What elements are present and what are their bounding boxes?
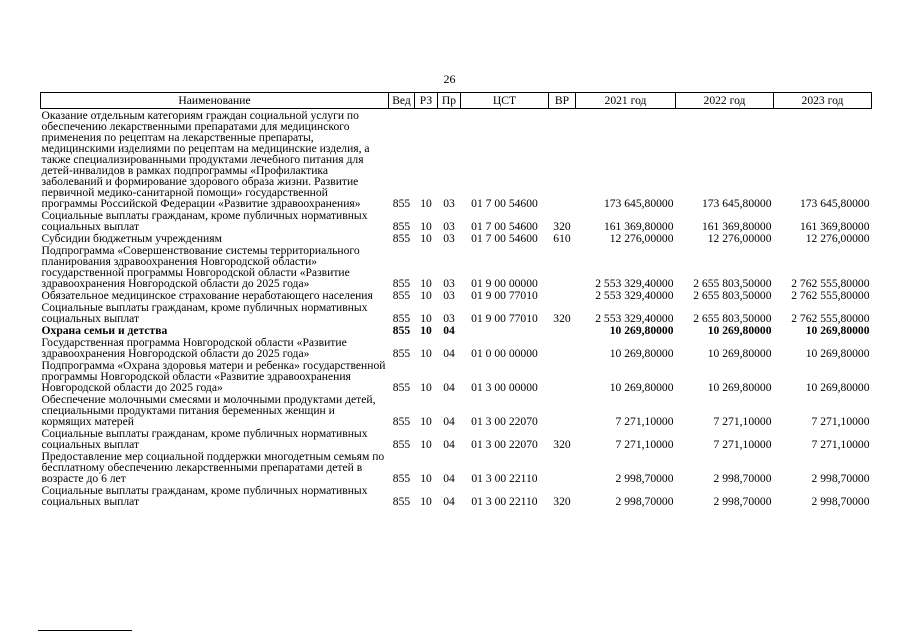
cell-2021: 2 553 329,40000 <box>595 289 674 302</box>
cell-vr <box>549 324 576 336</box>
cell-vr <box>549 336 576 359</box>
cell-2021: 10 269,80000 <box>609 381 674 394</box>
cell-pr: 03 <box>443 289 455 302</box>
header-2023: 2023 год <box>774 93 872 109</box>
cell-2022: 161 369,80000 <box>701 220 772 233</box>
header-cst: ЦСТ <box>461 93 549 109</box>
cell-rz: 10 <box>420 277 432 290</box>
cell-2023: 2 762 555,80000 <box>791 289 870 302</box>
cell-ved: 855 <box>392 381 411 394</box>
cell-cst: 01 9 00 77010 <box>471 289 538 302</box>
cell-pr: 03 <box>443 312 455 325</box>
cell-rz: 10 <box>420 381 432 394</box>
cell-ved: 855 <box>392 220 411 233</box>
cell-ved: 855 <box>392 289 411 302</box>
cell-2023: 12 276,00000 <box>805 232 870 245</box>
cell-rz: 10 <box>420 415 432 428</box>
cell-name: Обязательное медицинское страхование неработающего населения <box>41 289 373 302</box>
cell-2021: 12 276,00000 <box>609 232 674 245</box>
cell-name: Обеспечение молочными смесями и молочными продуктами детей, специальными продуктами питания беременных женщин и кормящих матерей <box>41 393 376 428</box>
cell-2022: 2 998,70000 <box>713 472 772 485</box>
cell-cst: 01 7 00 54600 <box>471 232 538 245</box>
cell-2023: 161 369,80000 <box>799 220 870 233</box>
table-row <box>41 209 872 232</box>
cell-ved: 855 <box>392 324 411 337</box>
header-pr: Пр <box>438 93 461 109</box>
table-row <box>41 359 872 393</box>
cell-vr <box>549 244 576 289</box>
footnote-divider <box>38 630 132 631</box>
cell-pr: 04 <box>443 347 455 360</box>
cell-pr: 04 <box>443 495 455 508</box>
cell-name: Подпрограмма «Охрана здоровья матери и ребенка» государственной программы Новгородской области «Развитие здравоохранения Новгородской области до 2025 года» <box>41 359 386 394</box>
cell-vr: 320 <box>553 220 571 233</box>
cell-2023: 10 269,80000 <box>805 324 870 337</box>
cell-rz: 10 <box>420 220 432 233</box>
cell-2023: 10 269,80000 <box>805 381 870 394</box>
cell-cst: 01 3 00 00000 <box>471 381 538 394</box>
cell-cst: 01 0 00 00000 <box>471 347 538 360</box>
cell-name: Субсидии бюджетным учреждениям <box>41 232 222 245</box>
cell-ved: 855 <box>392 415 411 428</box>
cell-pr: 03 <box>443 220 455 233</box>
cell-2023: 2 762 555,80000 <box>791 312 870 325</box>
cell-rz: 10 <box>420 438 432 451</box>
header-2022: 2022 год <box>676 93 774 109</box>
cell-name: Предоставление мер социальной поддержки многодетным семьям по бесплатному обеспечению лекарственными препаратами детей в возрасте до 6 лет <box>41 450 385 485</box>
header-rz: РЗ <box>415 93 438 109</box>
cell-2022: 2 655 803,50000 <box>693 277 772 290</box>
table-row <box>41 244 872 289</box>
cell-2021: 2 998,70000 <box>615 472 674 485</box>
cell-vr: 320 <box>553 495 571 508</box>
cell-rz: 10 <box>420 312 432 325</box>
cell-rz: 10 <box>420 289 432 302</box>
cell-ved: 855 <box>392 197 411 210</box>
header-name: Наименование <box>41 93 389 109</box>
table-row <box>41 427 872 450</box>
table-row <box>41 336 872 359</box>
cell-ved: 855 <box>392 438 411 451</box>
table-row <box>41 301 872 324</box>
cell-2022: 12 276,00000 <box>707 232 772 245</box>
cell-name: Социальные выплаты гражданам, кроме публичных нормативных социальных выплат <box>41 484 368 508</box>
cell-rz: 10 <box>420 472 432 485</box>
cell-2022: 2 998,70000 <box>713 495 772 508</box>
cell-pr: 04 <box>443 472 455 485</box>
cell-vr <box>549 393 576 427</box>
cell-2021: 10 269,80000 <box>609 347 674 360</box>
cell-pr: 03 <box>443 232 455 245</box>
cell-2021: 173 645,80000 <box>603 197 674 210</box>
cell-vr: 320 <box>553 438 571 451</box>
cell-2023: 2 998,70000 <box>811 495 870 508</box>
cell-2023: 7 271,10000 <box>811 438 870 451</box>
cell-vr: 610 <box>553 232 571 245</box>
cell-cst: 01 3 00 22070 <box>471 438 538 451</box>
cell-cst: 01 7 00 54600 <box>471 197 538 210</box>
cell-ved: 855 <box>392 312 411 325</box>
cell-2023: 2 998,70000 <box>811 472 870 485</box>
cell-2021: 2 998,70000 <box>615 495 674 508</box>
cell-rz: 10 <box>420 232 432 245</box>
cell-rz: 10 <box>420 347 432 360</box>
cell-pr: 04 <box>443 381 455 394</box>
cell-pr: 03 <box>443 277 455 290</box>
cell-ved: 855 <box>392 277 411 290</box>
cell-2022: 173 645,80000 <box>701 197 772 210</box>
table-header-row <box>41 93 872 109</box>
table-row <box>41 484 872 507</box>
cell-pr: 04 <box>443 324 455 337</box>
cell-2021: 2 553 329,40000 <box>595 312 674 325</box>
cell-cst: 01 3 00 22070 <box>471 415 538 428</box>
cell-cst: 01 9 00 00000 <box>471 277 538 290</box>
cell-name: Государственная программа Новгородской области «Развитие здравоохранения Новгородской области до 2025 года» <box>41 336 347 360</box>
cell-2021: 10 269,80000 <box>609 324 674 337</box>
cell-name: Социальные выплаты гражданам, кроме публичных нормативных социальных выплат <box>41 427 368 451</box>
table-row <box>41 109 872 210</box>
header-ved: Вед <box>389 93 415 109</box>
cell-2021: 161 369,80000 <box>603 220 674 233</box>
cell-vr <box>549 289 576 301</box>
cell-cst: 01 7 00 54600 <box>471 220 538 233</box>
cell-name: Подпрограмма «Совершенствование системы территориального планирования здравоохранения Новгородской области» государственной программы Новгородской области «Развитие здравоохранения Новгородской области до 2025 года» <box>41 244 360 290</box>
cell-2023: 173 645,80000 <box>799 197 870 210</box>
cell-2022: 10 269,80000 <box>707 324 772 337</box>
cell-2022: 7 271,10000 <box>713 438 772 451</box>
cell-ved: 855 <box>392 347 411 360</box>
table-row <box>41 450 872 484</box>
header-2021: 2021 год <box>576 93 676 109</box>
table-row <box>41 289 872 301</box>
cell-rz: 10 <box>420 324 432 337</box>
cell-vr: 320 <box>553 312 571 325</box>
cell-vr <box>549 109 576 210</box>
cell-name: Социальные выплаты гражданам, кроме публичных нормативных социальных выплат <box>41 301 368 325</box>
cell-rz: 10 <box>420 495 432 508</box>
cell-pr: 03 <box>443 197 455 210</box>
cell-2021: 7 271,10000 <box>615 438 674 451</box>
cell-ved: 855 <box>392 232 411 245</box>
table-row <box>41 393 872 427</box>
cell-ved: 855 <box>392 495 411 508</box>
cell-2021: 7 271,10000 <box>615 415 674 428</box>
cell-2022: 10 269,80000 <box>707 381 772 394</box>
cell-cst <box>461 324 549 336</box>
cell-name: Оказание отдельным категориям граждан социальной услуги по обеспечению лекарственными препаратами для медицинского применения по рецептам на лекарственные препараты, медицинскими изделиями по рецептам на медицинские изделия, а также специализированными продуктами лечебного питания для детей-инвалидов в рамках подпрограммы «Профилактика заболеваний и формирование здорового образа жизни. Развитие первичной медико-санитарной помощи» государственной программы Российской Федерации «Развитие здравоохранения» <box>41 109 370 210</box>
table-body <box>41 109 872 508</box>
cell-pr: 04 <box>443 438 455 451</box>
cell-2022: 2 655 803,50000 <box>693 312 772 325</box>
cell-name: Социальные выплаты гражданам, кроме публичных нормативных социальных выплат <box>41 209 368 233</box>
cell-2021: 2 553 329,40000 <box>595 277 674 290</box>
cell-2023: 7 271,10000 <box>811 415 870 428</box>
cell-pr: 04 <box>443 415 455 428</box>
cell-cst: 01 3 00 22110 <box>471 495 538 508</box>
table-row <box>41 324 872 336</box>
cell-cst: 01 3 00 22110 <box>471 472 538 485</box>
cell-cst: 01 9 00 77010 <box>471 312 538 325</box>
header-vr: ВР <box>549 93 576 109</box>
cell-2022: 2 655 803,50000 <box>693 289 772 302</box>
table-row <box>41 232 872 244</box>
cell-2022: 10 269,80000 <box>707 347 772 360</box>
cell-vr <box>549 359 576 393</box>
cell-2023: 10 269,80000 <box>805 347 870 360</box>
cell-2022: 7 271,10000 <box>713 415 772 428</box>
cell-vr <box>549 450 576 484</box>
cell-rz: 10 <box>420 197 432 210</box>
cell-name: Охрана семьи и детства <box>41 324 168 337</box>
budget-table <box>40 92 872 507</box>
cell-ved: 855 <box>392 472 411 485</box>
page-number: 26 <box>443 72 456 86</box>
cell-2023: 2 762 555,80000 <box>791 277 870 290</box>
